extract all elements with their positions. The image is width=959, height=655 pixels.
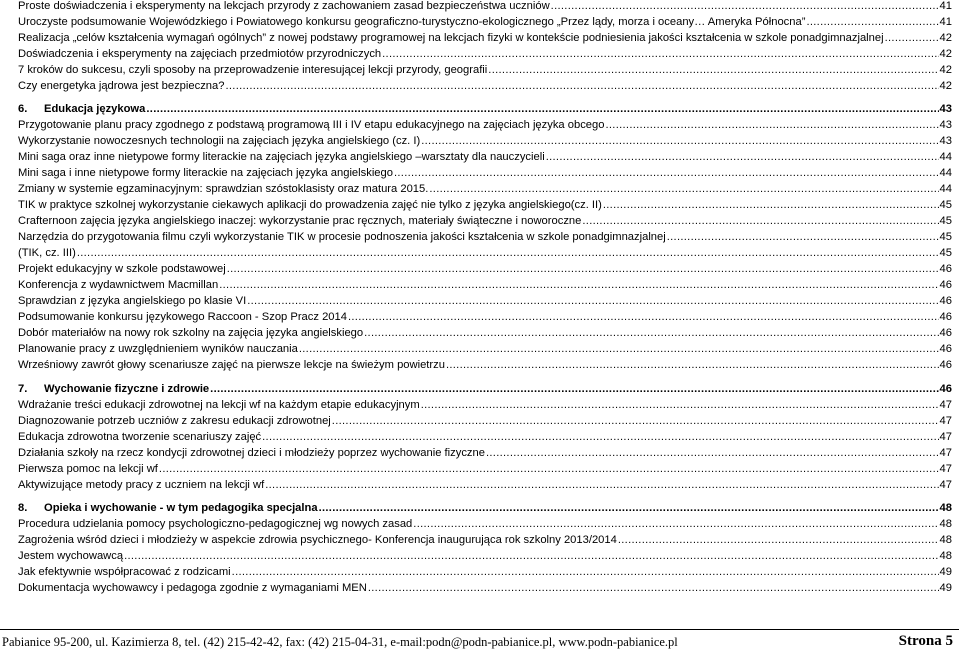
toc-entry-title: Narzędzia do przygotowania filmu czyli wykorzystanie TIK w procesie podnoszenia jakości kształcenia w szkole ponadgimnazjalnej bbox=[18, 231, 666, 243]
toc-entry[interactable] bbox=[18, 325, 952, 341]
section-title: Wychowanie fizyczne i zdrowie bbox=[44, 383, 210, 395]
toc-section-heading[interactable] bbox=[18, 381, 952, 397]
toc-entry-title: 7 kroków do sukcesu, czyli sposoby na przeprowadzenie interesującej lekcji przyrody, geografii bbox=[18, 64, 488, 76]
toc-entry-page: 45 bbox=[939, 215, 952, 227]
toc-entry-page: 44 bbox=[939, 167, 952, 179]
toc-entry[interactable] bbox=[18, 197, 952, 213]
dot-leader bbox=[885, 30, 939, 46]
dot-leader bbox=[806, 14, 938, 30]
toc-entry[interactable] bbox=[18, 564, 952, 580]
section-number: 8. bbox=[18, 502, 28, 514]
toc-entry-page: 46 bbox=[939, 311, 952, 323]
toc-entry-page: 42 bbox=[939, 48, 952, 60]
toc-entry[interactable] bbox=[18, 261, 952, 277]
dot-leader bbox=[546, 149, 939, 165]
section-title: Edukacja językowa bbox=[44, 103, 146, 115]
toc-entry-page: 45 bbox=[939, 199, 952, 211]
toc-entry-page: 44 bbox=[939, 151, 952, 163]
toc-entry-page: 44 bbox=[939, 183, 952, 195]
toc-entry-page: 48 bbox=[939, 550, 952, 562]
toc-entry-title: Wrześniowy zawrót głowy scenariusze zajęć na pierwsze lekcje na świeżym powietrzu bbox=[18, 359, 445, 371]
page-footer bbox=[0, 633, 959, 653]
dot-leader bbox=[413, 516, 938, 532]
toc-entry-title: Jak efektywnie współpracować z rodzicami bbox=[18, 566, 231, 578]
toc-entry-title: Konferencja z wydawnictwem Macmillan bbox=[18, 279, 219, 291]
dot-leader bbox=[332, 413, 939, 429]
toc-entry-page: 47 bbox=[939, 463, 952, 475]
dot-leader bbox=[605, 117, 938, 133]
footer-divider bbox=[0, 629, 959, 630]
toc-entry-page: 46 bbox=[939, 263, 952, 275]
dot-leader bbox=[159, 461, 939, 477]
dot-leader bbox=[219, 277, 938, 293]
toc-entry-title: Zagrożenia wśród dzieci i młodzieży w aspekcie zdrowia psychicznego- Konferencja inaugurująca rok szkolny 2013/2014 bbox=[18, 534, 617, 546]
toc-entry-page: 42 bbox=[939, 32, 952, 44]
page-number: Strona 5 bbox=[898, 633, 953, 649]
toc-entry-title: Aktywizujące metody pracy z uczniem na lekcji wf bbox=[18, 479, 265, 491]
toc-entry-title: Podsumowanie konkursu językowego Raccoon - Szop Pracz 2014 bbox=[18, 311, 347, 323]
dot-leader bbox=[225, 78, 938, 94]
dot-leader bbox=[551, 0, 939, 14]
toc-entry[interactable] bbox=[18, 309, 952, 325]
toc-entry-title: Uroczyste podsumowanie Wojewódzkiego i Powiatowego konkursu geograficzno-turystyczno-ekologicznego „Przez lądy, morza i oceany… Ameryka Północna” bbox=[18, 16, 806, 28]
toc-entry-page: 42 bbox=[939, 80, 952, 92]
toc-entry-title: Wykorzystanie nowoczesnych technologii na zajęciach języka angielskiego (cz. I) bbox=[18, 135, 421, 147]
toc-entry[interactable] bbox=[18, 117, 952, 133]
toc-section-heading[interactable] bbox=[18, 101, 952, 117]
toc-entry[interactable] bbox=[18, 245, 952, 261]
toc-entry[interactable] bbox=[18, 477, 952, 493]
toc-entry-title: TIK w praktyce szkolnej wykorzystanie ciekawych aplikacji do prowadzenia zajęć nie tylko z języka angielskiego(cz. II) bbox=[18, 199, 602, 211]
dot-leader bbox=[348, 309, 939, 325]
toc-entry-page: 47 bbox=[939, 447, 952, 459]
toc-entry[interactable] bbox=[18, 293, 952, 309]
dot-leader bbox=[394, 165, 939, 181]
toc-entry-page: 43 bbox=[939, 119, 952, 131]
toc-entry-page: 42 bbox=[939, 64, 952, 76]
toc-entry[interactable] bbox=[18, 133, 952, 149]
dot-leader bbox=[247, 293, 938, 309]
toc-entry[interactable] bbox=[18, 0, 952, 14]
toc-entry[interactable] bbox=[18, 532, 952, 548]
toc-entry[interactable] bbox=[18, 445, 952, 461]
toc-entry-title: Proste doświadczenia i eksperymenty na lekcjach przyrody z zachowaniem zasad bezpieczeństwa uczniów bbox=[18, 0, 550, 12]
toc-entry-title: Zmiany w systemie egzaminacyjnym: sprawdzian szóstoklasisty oraz matura 2015. bbox=[18, 183, 429, 195]
toc-entry[interactable] bbox=[18, 277, 952, 293]
dot-leader bbox=[382, 46, 938, 62]
toc-entry-title: (TIK, cz. III) bbox=[18, 247, 76, 259]
dot-leader bbox=[421, 397, 939, 413]
dot-leader bbox=[488, 62, 938, 78]
toc-entry-title: Doświadczenia i eksperymenty na zajęciach przedmiotów przyrodniczych bbox=[18, 48, 382, 60]
toc-entry[interactable] bbox=[18, 62, 952, 78]
toc-entry[interactable] bbox=[18, 46, 952, 62]
dot-leader bbox=[227, 261, 939, 277]
dot-leader bbox=[368, 580, 939, 596]
toc-entry-page: 49 bbox=[939, 582, 952, 594]
toc-entry-page: 46 bbox=[939, 343, 952, 355]
toc-entry[interactable] bbox=[18, 14, 952, 30]
toc-entry[interactable] bbox=[18, 149, 952, 165]
dot-leader bbox=[299, 341, 939, 357]
dot-leader bbox=[603, 197, 939, 213]
dot-leader bbox=[486, 445, 939, 461]
toc-entry-page: 47 bbox=[939, 431, 952, 443]
dot-leader bbox=[446, 357, 939, 373]
toc-entry[interactable] bbox=[18, 397, 952, 413]
toc-entry-title: Czy energetyka jądrowa jest bezpieczna? bbox=[18, 80, 225, 92]
dot-leader bbox=[77, 245, 939, 261]
toc-entry-page: 46 bbox=[939, 327, 952, 339]
section-title: Opieka i wychowanie - w tym pedagogika specjalna bbox=[44, 502, 318, 514]
toc-entry-title: Mini saga oraz inne nietypowe formy literackie na zajęciach języka angielskiego –warsztaty dla nauczycieli bbox=[18, 151, 545, 163]
toc-entry-page: 47 bbox=[939, 399, 952, 411]
dot-leader bbox=[429, 181, 938, 197]
dot-leader bbox=[364, 325, 938, 341]
toc-entry-page: 46 bbox=[939, 279, 952, 291]
toc-entry[interactable] bbox=[18, 213, 952, 229]
toc-entry-title: Edukacja zdrowotna tworzenie scenariuszy zajęć bbox=[18, 431, 262, 443]
toc-entry-title: Wdrażanie treści edukacji zdrowotnej na lekcji wf na każdym etapie edukacyjnym bbox=[18, 399, 420, 411]
toc-entry[interactable] bbox=[18, 341, 952, 357]
toc-entry-page: 48 bbox=[939, 518, 952, 530]
dot-leader bbox=[124, 548, 938, 564]
toc-entry-title: Sprawdzian z języka angielskiego po klasie VI bbox=[18, 295, 247, 307]
toc-entry-page: 43 bbox=[939, 135, 952, 147]
toc-entry-page: 49 bbox=[939, 566, 952, 578]
toc-entry-title: Realizacja „celów kształcenia wymagań ogólnych” z nowej podstawy programowej na lekcjach fizyki w kontekście podniesienia jakości kształcenia w szkole ponadgimnazjalnej bbox=[18, 32, 884, 44]
dot-leader bbox=[421, 133, 938, 149]
footer-address: Pabianice 95-200, ul. Kazimierza 8, tel. (42) 215-42-42, fax: (42) 215-04-31, e-mail:podn@podn-pabianice.pl, www.podn-pabianice.pl bbox=[2, 635, 678, 649]
toc-entry[interactable] bbox=[18, 78, 952, 94]
toc-entry-title: Projekt edukacyjny w szkole podstawowej bbox=[18, 263, 226, 275]
toc-entry-page: 41 bbox=[939, 16, 952, 28]
toc-entry-page: 41 bbox=[939, 0, 952, 12]
toc-entry[interactable] bbox=[18, 413, 952, 429]
toc-entry-page: 47 bbox=[939, 415, 952, 427]
toc-entry[interactable] bbox=[18, 461, 952, 477]
toc-entry-title: Dobór materiałów na nowy rok szkolny na zajęcia języka angielskiego bbox=[18, 327, 364, 339]
toc-entry-title: Pierwsza pomoc na lekcji wf bbox=[18, 463, 158, 475]
toc-entry-title: Crafternoon zajęcia języka angielskiego inaczej: wykorzystanie prac ręcznych, materiały świąteczne i noworoczne bbox=[18, 215, 582, 227]
dot-leader bbox=[146, 101, 938, 117]
toc-entry[interactable] bbox=[18, 181, 952, 197]
section-number: 7. bbox=[18, 383, 28, 395]
dot-leader bbox=[262, 429, 938, 445]
toc-entry-title: Procedura udzielania pomocy psychologiczno-pedagogicznej wg nowych zasad bbox=[18, 518, 413, 530]
toc-entry-page: 48 bbox=[939, 534, 952, 546]
dot-leader bbox=[582, 213, 938, 229]
toc-entry-title: Jestem wychowawcą bbox=[18, 550, 124, 562]
toc-entry-title: Przygotowanie planu pracy zgodnego z podstawą programową III i IV etapu edukacyjnego na zajęciach języka obcego bbox=[18, 119, 605, 131]
toc-entry-page: 47 bbox=[939, 479, 952, 491]
dot-leader bbox=[232, 564, 939, 580]
dot-leader bbox=[618, 532, 939, 548]
toc-entry-page: 43 bbox=[939, 103, 952, 115]
toc-entry-title: Planowanie pracy z uwzględnieniem wyników nauczania bbox=[18, 343, 298, 355]
toc-entry[interactable] bbox=[18, 357, 952, 373]
dot-leader bbox=[667, 229, 939, 245]
section-number: 6. bbox=[18, 103, 28, 115]
toc-entry-title: Mini saga i inne nietypowe formy literackie na zajęciach języka angielskiego bbox=[18, 167, 393, 179]
toc-entry[interactable] bbox=[18, 229, 952, 245]
toc-entry-page: 45 bbox=[939, 247, 952, 259]
toc-entry[interactable] bbox=[18, 516, 952, 532]
toc-entry-title: Dokumentacja wychowawcy i pedagoga zgodnie z wymaganiami MEN bbox=[18, 582, 367, 594]
toc-entry[interactable] bbox=[18, 580, 952, 596]
dot-leader bbox=[319, 500, 939, 516]
toc-entry-page: 46 bbox=[939, 295, 952, 307]
dot-leader bbox=[210, 381, 938, 397]
toc-entry[interactable] bbox=[18, 548, 952, 564]
toc-entry[interactable] bbox=[18, 30, 952, 46]
toc-section-heading[interactable] bbox=[18, 500, 952, 516]
dot-leader bbox=[265, 477, 938, 493]
toc-entry-page: 46 bbox=[939, 383, 952, 395]
toc-entry[interactable] bbox=[18, 165, 952, 181]
toc-entry[interactable] bbox=[18, 429, 952, 445]
toc-entry-page: 45 bbox=[939, 231, 952, 243]
toc-entry-page: 48 bbox=[939, 502, 952, 514]
toc-entry-title: Działania szkoły na rzecz kondycji zdrowotnej dzieci i młodzieży poprzez wychowanie fizyczne bbox=[18, 447, 485, 459]
toc-entry-page: 46 bbox=[939, 359, 952, 371]
toc-entry-title: Diagnozowanie potrzeb uczniów z zakresu edukacji zdrowotnej bbox=[18, 415, 331, 427]
